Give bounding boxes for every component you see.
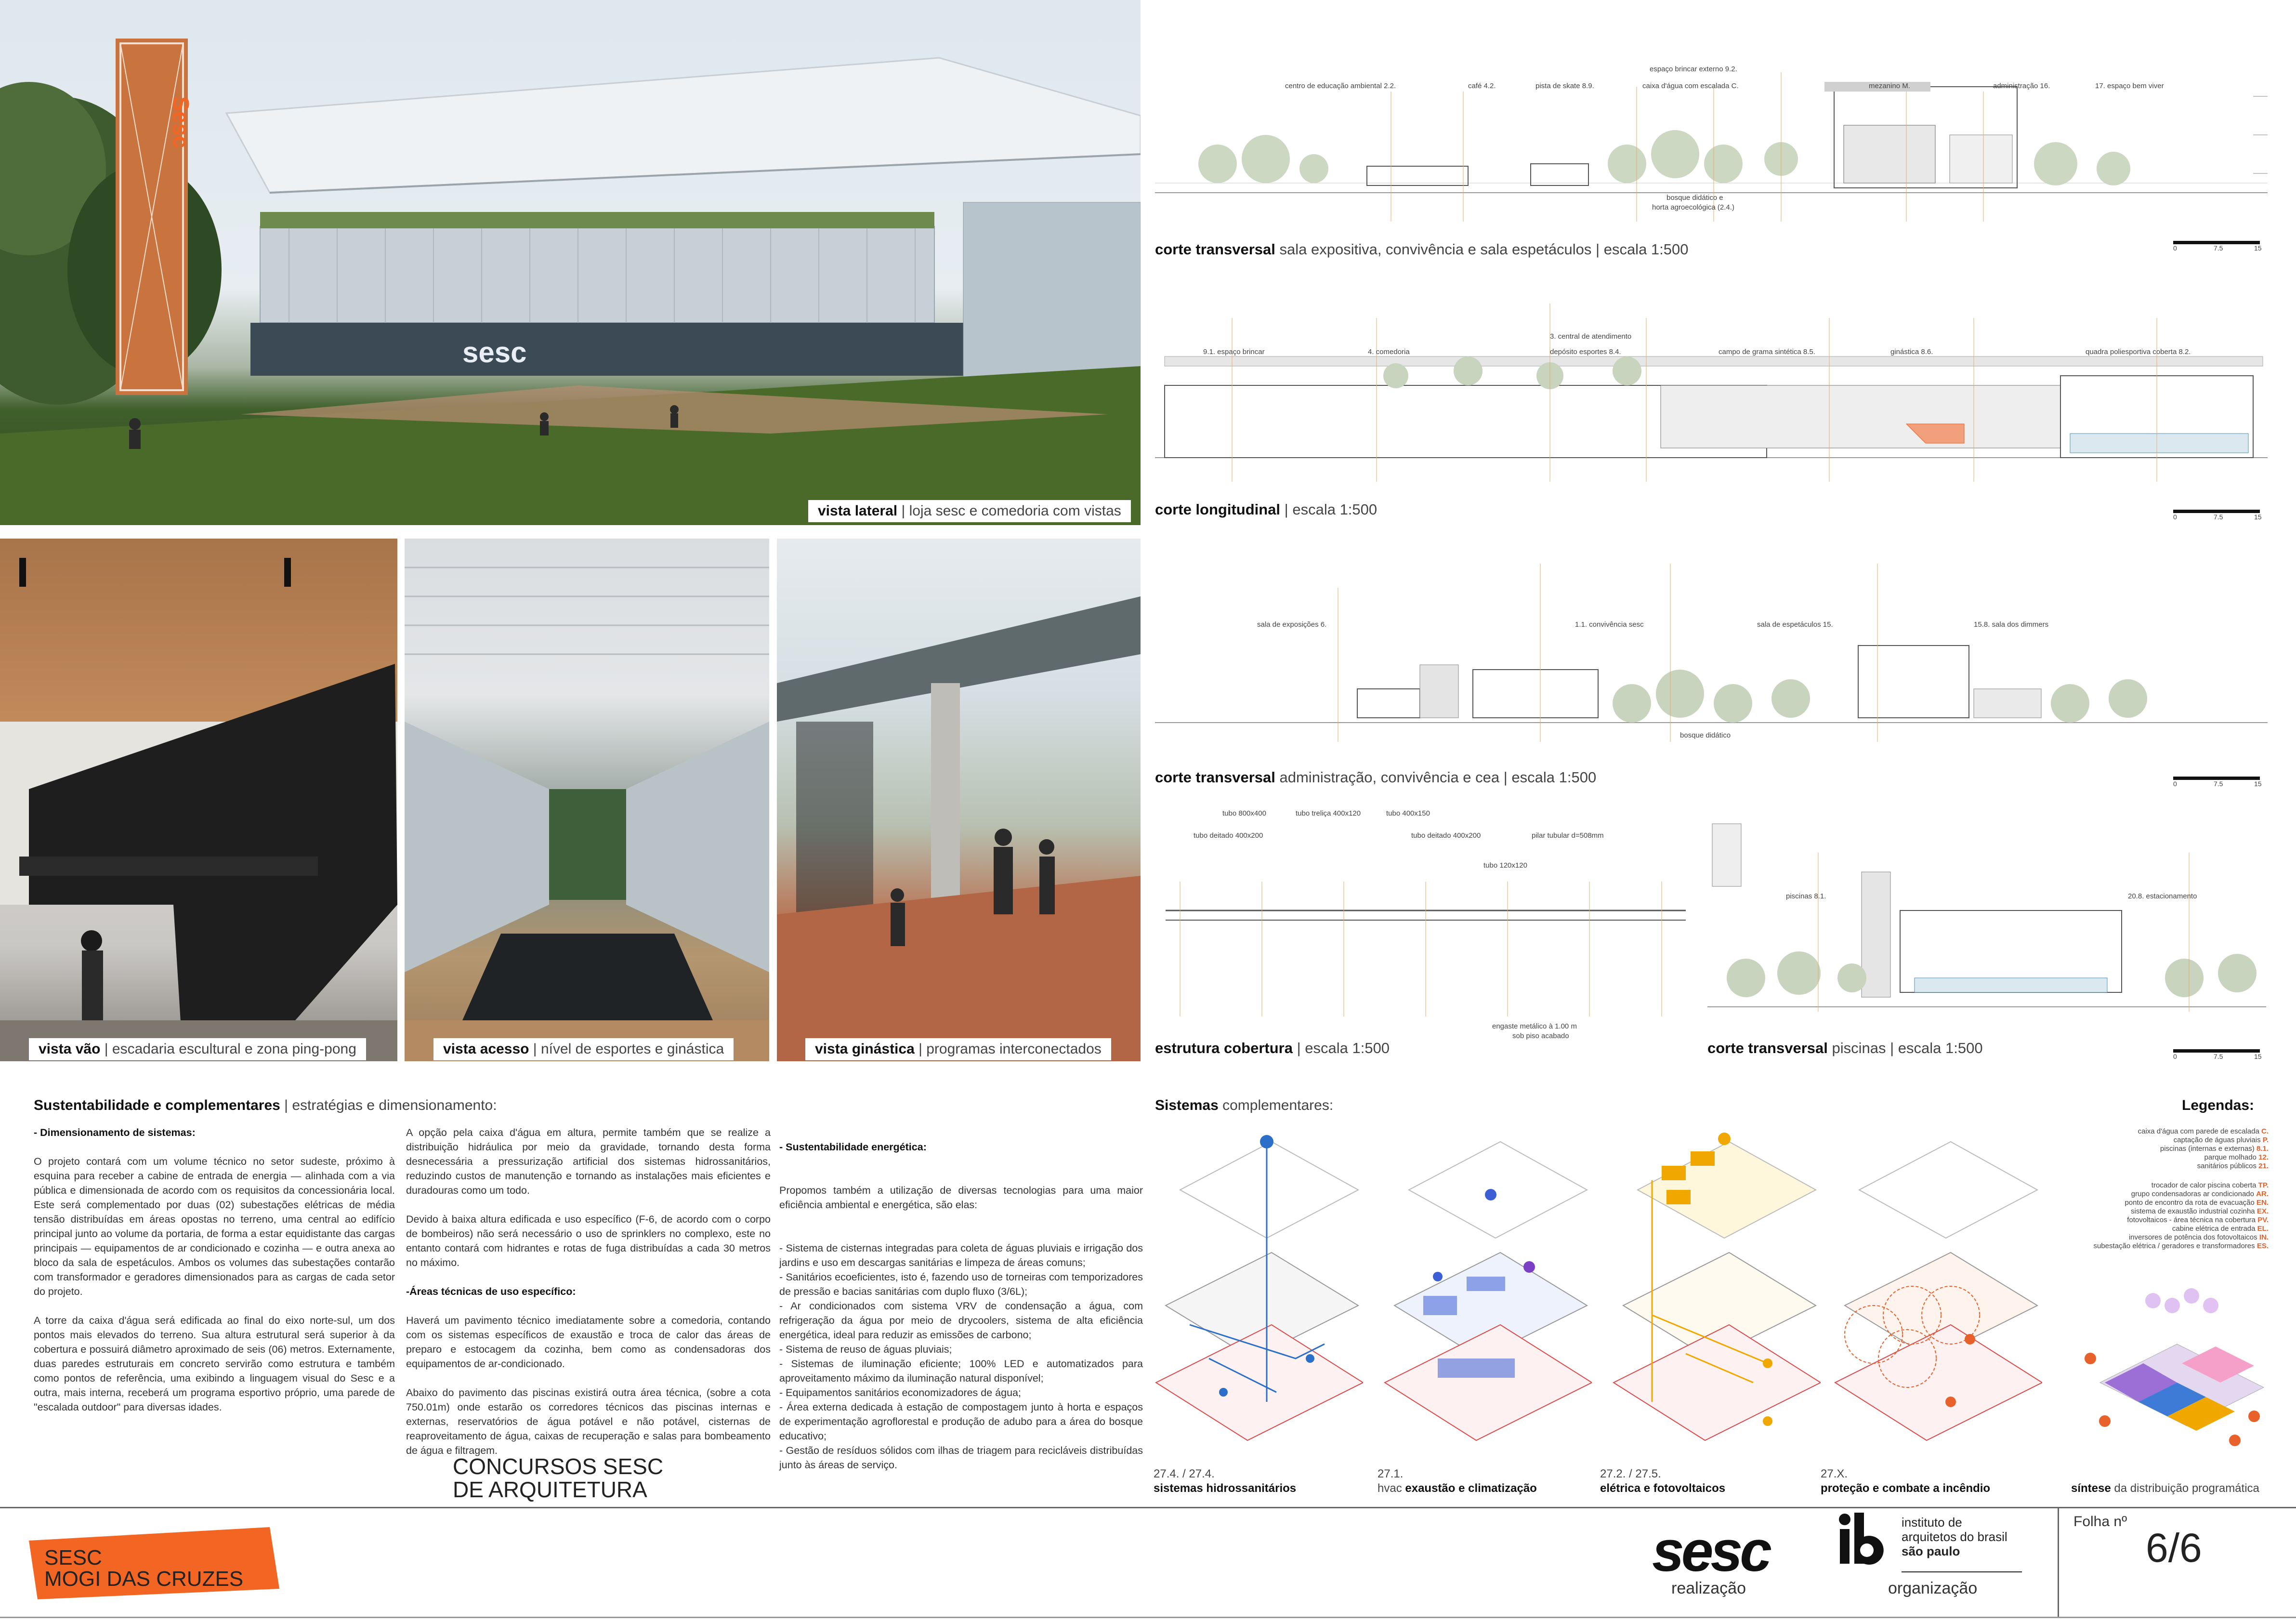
section-4-title: estrutura cobertura | escala 1:500 xyxy=(1155,1040,1390,1056)
iso-incendio-drawing xyxy=(1830,1132,2042,1464)
synthesis-caption: síntese da distribuição programática xyxy=(2071,1482,2259,1495)
section-1-label: administração 16. xyxy=(1993,82,2050,90)
section-4-label: tubo 400x150 xyxy=(1386,809,1430,818)
section-drawing-4 xyxy=(1166,857,1686,1021)
iab-name: instituto de arquitetos do brasil são paulo xyxy=(1902,1515,2007,1558)
legend-item: fotovoltaicos - área técnica na cobertura PV. xyxy=(2127,1216,2269,1224)
footer-divider-bottom xyxy=(0,1617,2296,1618)
caption-title: vista ginástica xyxy=(815,1041,915,1057)
section-3-label: 15.8. sala dos dimmers xyxy=(1974,620,2049,629)
legend-item: piscinas (internas e externas) 8.1. xyxy=(2160,1145,2269,1153)
iab-mark xyxy=(1835,1513,1888,1566)
section-5-title: corte transversal piscinas | escala 1:500 xyxy=(1707,1040,1983,1056)
section-4-lines xyxy=(1166,857,1686,1021)
paragraph: Devido à baixa altura edificada e uso específico (F-6, de acordo com o corpo de bombeiros) não será necessário o uso de sprinklers no complexo, este no entanto contará com hidrantes e rotas de fuga distribuídas a cada 30 metros no máximo. xyxy=(406,1213,771,1268)
project-tag xyxy=(29,1527,279,1599)
scale-bar: 0 7.5 15 xyxy=(2173,510,2260,529)
section-2-label: 4. comedoria xyxy=(1368,348,1410,356)
section-5-label: 20.8. estacionamento xyxy=(2128,892,2197,900)
facade-logo: sesc xyxy=(462,336,527,369)
tower-logo: Sesc xyxy=(169,96,194,148)
caption-vista-acesso: vista acesso | nível de esportes e ginástica xyxy=(433,1038,734,1060)
iab-underline xyxy=(1902,1571,2022,1572)
iso-caption-hvac: 27.1. hvac exaustão e climatização xyxy=(1378,1467,1537,1495)
section-3-label: sala de exposições 6. xyxy=(1257,620,1327,629)
legend-item: sanitários públicos 21. xyxy=(2197,1162,2269,1170)
section-1-label: centro de educação ambiental 2.2. xyxy=(1285,82,1396,90)
section-2-label: quadra poliesportiva coberta 8.2. xyxy=(2086,348,2191,356)
caption-title: vista lateral xyxy=(818,503,898,519)
legend-item: subestação elétrica / geradores e transformadores ES. xyxy=(2093,1242,2269,1250)
text-column-1 xyxy=(34,1125,395,1429)
caption-subtitle: loja sesc e comedoria com vistas xyxy=(909,503,1121,519)
project-city: MOGI DAS CRUZES xyxy=(44,1567,244,1591)
caption-subtitle: nível de esportes e ginástica xyxy=(540,1041,724,1057)
iso-diagram-hidro xyxy=(1151,1132,1363,1464)
iso-diagram-hvac xyxy=(1380,1132,1592,1464)
section-drawing-5 xyxy=(1707,814,2266,1016)
render-vista-ginastica xyxy=(777,539,1141,1061)
iso-hvac-drawing xyxy=(1380,1132,1592,1464)
iso-hidro-drawing xyxy=(1151,1132,1363,1464)
section-4-label: sob piso acabado xyxy=(1512,1032,1569,1040)
section-drawing-3 xyxy=(1155,544,2268,747)
paragraph: Haverá um pavimento técnico imediatamente sobre a comedoria, contando com os sistemas específicos de exaustão e troca de calor das áreas de preparo e estocagem da cozinha, bem como as condensadoras dos equipamentos de ar-condicionado. xyxy=(406,1315,771,1370)
paragraph: Propomos também a utilização de diversas tecnologias para uma maior eficiência ambiental e energética, são elas: xyxy=(779,1185,1143,1211)
render-vista-lateral xyxy=(0,0,1141,525)
scale-bar: 0 7.5 15 xyxy=(2173,1049,2260,1068)
caption-vista-vao: vista vão | escadaria escultural e zona ping-pong xyxy=(29,1038,366,1060)
synthesis-diagram xyxy=(2061,1272,2273,1464)
render-ginastica-illustration xyxy=(777,539,1141,1061)
section-4-label: engaste metálico à 1.00 m xyxy=(1492,1022,1577,1030)
text-column-2 xyxy=(406,1125,771,1472)
caption-subtitle: programas interconectados xyxy=(926,1041,1102,1057)
legend-item: parque molhado 12. xyxy=(2204,1153,2269,1161)
section-4-label: pilar tubular d=508mm xyxy=(1532,831,1604,840)
section-4-label: tubo deitado 400x200 xyxy=(1411,831,1481,840)
section-5-lines xyxy=(1707,814,2266,1016)
legend-item: inversores de potência dos fotovoltaicos IN. xyxy=(2128,1233,2269,1241)
section-1-label: horta agroecológica (2.4.) xyxy=(1652,203,1734,211)
section-2-label: 9.1. espaço brincar xyxy=(1203,348,1265,356)
render-vista-vao xyxy=(0,539,397,1061)
legend-item: grupo condensadoras ar condicionado AR. xyxy=(2131,1190,2269,1198)
iso-caption-hidro: 27.4. / 27.4. sistemas hidrossanitários xyxy=(1154,1467,1297,1495)
paragraph-heading: - Dimensionamento de sistemas: xyxy=(34,1127,196,1138)
paragraph: O projeto contará com um volume técnico no setor sudeste, próximo à esquina para receber a cabine de entrada de energia — alinhada com a via pública e dimensionada de acordo com os requisitos da concessionária local. Este será complementado por duas (02) subestações elétricas de média tensão distribuídas em áreas opostas no terreno, uma central ao edifício principal junto ao volume da portaria, de forma a estar equidistante das cargas principais — equipamentos de ar condicionado e cozinha — e outra anexa ao bloco da sala de espetáculos. Ambos os volumes das subestações contarão com transformador e geradores dimensionados para as cargas de cada setor do projeto. xyxy=(34,1156,395,1297)
caption-title: vista vão xyxy=(39,1041,101,1057)
folha-value: 6/6 xyxy=(2146,1525,2202,1570)
section-2-label: ginástica 8.6. xyxy=(1890,348,1933,356)
scale-bar: 0 7.5 15 xyxy=(2173,241,2260,260)
section-3-title: corte transversal administração, convivência e cea | escala 1:500 xyxy=(1155,769,1597,786)
project-name: SESC xyxy=(44,1546,102,1569)
section-4-label: tubo 800x400 xyxy=(1222,809,1266,818)
paragraph-heading: - Sustentabilidade energética: xyxy=(779,1141,927,1153)
section-1-title: corte transversal sala expositiva, convivência e sala espetáculos | escala 1:500 xyxy=(1155,241,1689,258)
iab-logo-icon xyxy=(1835,1513,1888,1566)
section-2-label: depósito esportes 8.4. xyxy=(1550,348,1621,356)
render-vista-acesso xyxy=(405,539,769,1061)
sesc-logo: sesc xyxy=(1652,1519,1769,1583)
section-1-label: café 4.2. xyxy=(1468,82,1496,90)
synthesis-drawing xyxy=(2061,1272,2273,1464)
paragraph: A torre da caixa d'água será edificada ao final do eixo norte-sul, um dos pontos mais elevados do terreno. Sua altura estrutural será superior à da cobertura e possuirá diâmetro aproximado de seis (06) metros. Externamente, duas paredes estruturais em concreto servirão como estrutura e também como pontos de referência, uma exibindo a linguagem visual do Sesc e a outra, mais interna, receberá um programa esportivo próprio, uma parede de "escalada outdoor" para diversas idades. xyxy=(34,1315,395,1413)
section-1-label: caixa d'água com escalada C. xyxy=(1642,82,1739,90)
legend-title: Legendas: xyxy=(2182,1097,2255,1113)
render-vao-illustration xyxy=(0,539,397,1061)
legend-item: caixa d'água com parede de escalada C. xyxy=(2138,1127,2269,1135)
legend-item: sistema de exaustão industrial cozinha EX. xyxy=(2130,1207,2269,1215)
section-2-lines xyxy=(1155,289,2268,491)
caption-title: vista acesso xyxy=(443,1041,529,1057)
caption-subtitle: escadaria escultural e zona ping-pong xyxy=(112,1041,356,1057)
iso-caption-eletrica: 27.2. / 27.5. elétrica e fotovoltaicos xyxy=(1600,1467,1726,1495)
sustainability-heading: Sustentabilidade e complementares | estratégias e dimensionamento: xyxy=(34,1097,497,1113)
section-drawing-2 xyxy=(1155,289,2268,491)
systems-heading: Sistemas complementares: xyxy=(1155,1097,1334,1113)
section-3-label: 1.1. convivência sesc xyxy=(1575,620,1644,629)
folha-label: Folha nº xyxy=(2073,1514,2127,1530)
paragraph: A opção pela caixa d'água em altura, permite também que se realize a distribuição hidráulica por meio da gravidade, tornando desta forma desnecessária a pressurização artificial dos sistemas hidrossanitários, reduzindo custos de manutenção e tornando as instalações mais eficientes e duradouras como um todo. xyxy=(406,1127,771,1196)
section-3-label: sala de espetáculos 15. xyxy=(1757,620,1833,629)
section-2-title: corte longitudinal | escala 1:500 xyxy=(1155,501,1378,518)
legend-item: captação de águas pluviais P. xyxy=(2173,1136,2269,1144)
paragraph-heading: -Áreas técnicas de uso específico: xyxy=(406,1286,576,1297)
section-1-label: pista de skate 8.9. xyxy=(1535,82,1594,90)
contest-title: CONCURSOS SESC DE ARQUITETURA xyxy=(453,1454,664,1502)
legend-group-1 xyxy=(2066,1127,2269,1171)
text-column-3 xyxy=(779,1125,1143,1501)
scale-bar: 0 7.5 15 xyxy=(2173,777,2260,796)
section-1-label: 17. espaço bem viver xyxy=(2095,82,2164,90)
legend-group-2 xyxy=(2066,1181,2269,1251)
realizacao-label: realização xyxy=(1671,1579,1746,1597)
section-1-label: mezanino M. xyxy=(1869,82,1910,90)
render-acesso-illustration xyxy=(405,539,769,1061)
paragraph: Abaixo do pavimento das piscinas existirá outra área técnica, (sobre a cota 750.01m) onde estarão os corredores técnicos das piscinas internas e externas, reservatórios de água potável e não potável, cisternas de reaproveitamento de água, caixas de recuperação e salas para bombeamento de água e filtragem. xyxy=(406,1387,771,1456)
section-4-label: tubo deitado 400x200 xyxy=(1194,831,1263,840)
folha-box xyxy=(2058,1508,2059,1617)
iso-diagram-incendio xyxy=(1830,1132,2042,1464)
legend-item: trocador de calor piscina coberta TP. xyxy=(2151,1181,2269,1189)
section-4-label: tubo treliça 400x120 xyxy=(1296,809,1361,818)
caption-vista-ginastica: vista ginástica | programas interconectados xyxy=(805,1038,1111,1060)
iso-eletrica-drawing xyxy=(1609,1132,1821,1464)
section-1-label: bosque didático e xyxy=(1666,194,1723,202)
caption-vista-lateral: vista lateral | loja sesc e comedoria com vistas xyxy=(808,500,1131,522)
section-2-label: 3. central de atendimento xyxy=(1550,332,1632,341)
legend-item: cabine elétrica de entrada EL. xyxy=(2172,1225,2269,1233)
paragraph: - Sistema de cisternas integradas para coleta de águas pluviais e irrigação dos jardins e uso em descargas sanitárias e limpeza de áreas comuns; - Sanitários ecoeficientes, isto é, fazendo uso de torneiras com temporizadores de pressão e bacias sanitárias com duplo fluxo (3/6L); - Ar condicionados com sistema VRV de condensação a água, com refrigeração da água por meio de drycoolers, sistema de alta eficiência energética, ideal para reduzir as emissões de carbono; - Sistema de reuso de águas pluviais; - Sistemas de iluminação eficiente; 100% LED e automatizados para aproveitamento máximo da iluminação natural disponível; - Equipamentos sanitários economizadores de água; - Área externa dedicada à estação de compostagem junto à horta e espaços de experimentação agroflorestal e produção de adubo para a área do bosque educativo; - Gestão de resíduos sólidos com ilhas de triagem para recicláveis distribuídas junto às áreas de serviço. xyxy=(779,1242,1143,1471)
organizacao-label: organização xyxy=(1888,1579,1978,1597)
iso-caption-incendio: 27.X. proteção e combate a incêndio xyxy=(1821,1467,1991,1495)
legend-item: ponto de encontro da rota de evacuação EN. xyxy=(2125,1199,2269,1207)
iso-diagram-eletrica xyxy=(1609,1132,1821,1464)
render-lateral-illustration xyxy=(0,0,1141,525)
section-5-label: piscinas 8.1. xyxy=(1786,892,1826,900)
section-3-label: bosque didático xyxy=(1680,731,1731,739)
section-1-label: espaço brincar externo 9.2. xyxy=(1650,65,1737,73)
section-3-lines xyxy=(1155,544,2268,747)
footer-divider xyxy=(0,1507,2296,1508)
section-2-label: campo de grama sintética 8.5. xyxy=(1719,348,1815,356)
section-4-label: tubo 120x120 xyxy=(1483,861,1527,870)
